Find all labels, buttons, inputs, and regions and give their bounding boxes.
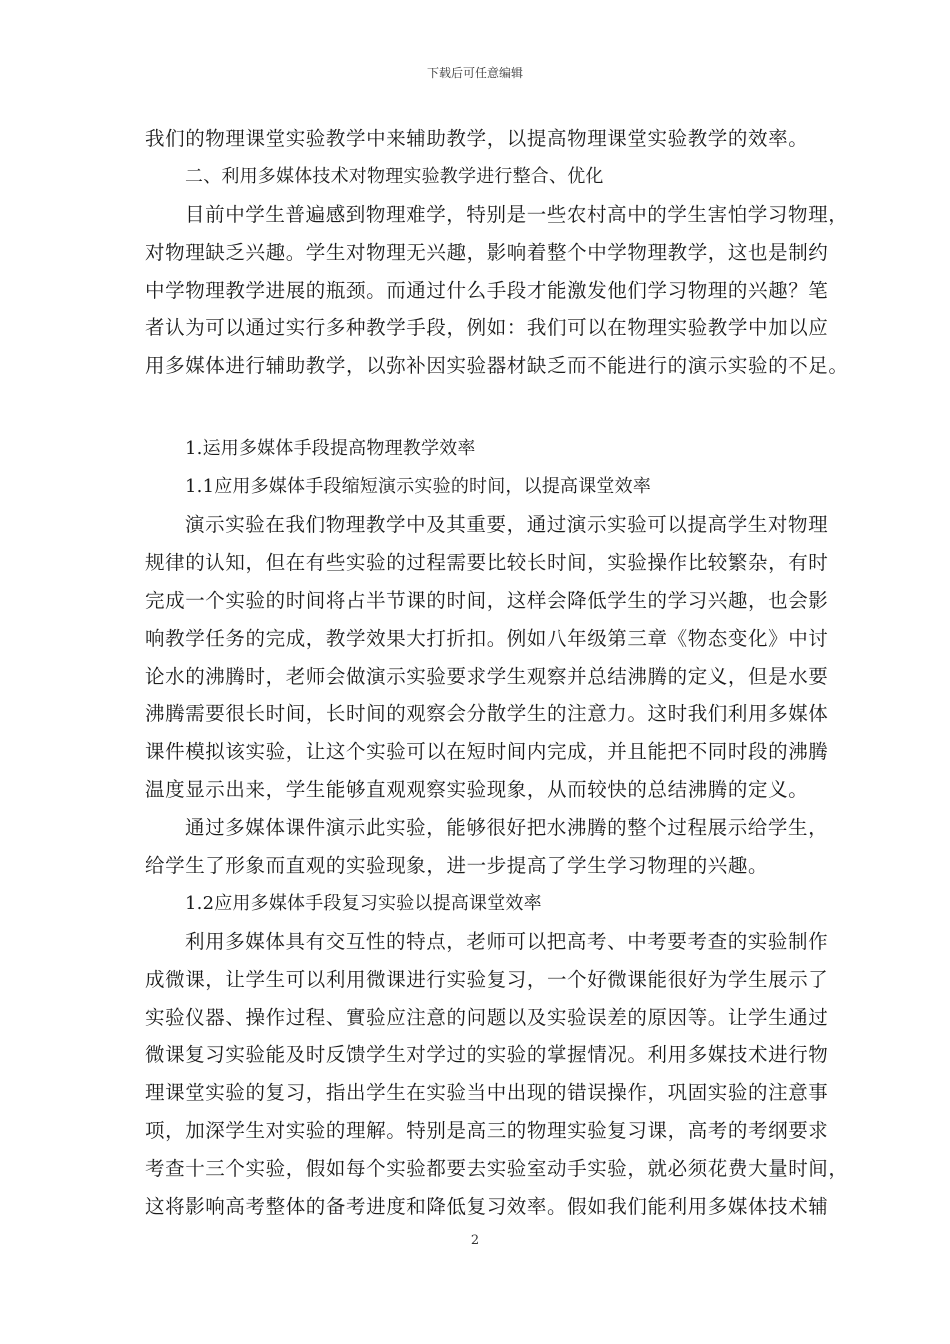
text-line: 用多媒体进行辅助教学，以弥补因实验器材缺乏而不能进行的演示实验的不足。 [145,354,849,378]
text-line: 项，加深学生对实验的理解。特别是高三的物理实验复习课，高考的考纲要求 [145,1119,829,1143]
text-line: 对物理缺乏兴趣。学生对物理无兴趣，影响着整个中学物理教学，这也是制约 [145,240,829,264]
text-line: 理课堂实验的复习，指出学生在实验当中出现的错误操作，巩固实验的注意事 [145,1081,829,1105]
text-line: 完成一个实验的时间将占半节课的时间，这样会降低学生的学习兴趣，也会影 [145,588,829,612]
text-line: 课件模拟该实验，让这个实验可以在短时间内完成，并且能把不同时段的沸腾 [145,740,829,764]
subsection-heading: 1.运用多媒体手段提高物理教学效率 [185,438,476,460]
subsection-heading: 1.2应用多媒体手段复习实验以提高课堂效率 [185,892,542,914]
text-line: 者认为可以通过实行多种教学手段，例如：我们可以在物理实验教学中加以应 [145,316,829,340]
document-body [145,120,849,1226]
text-line: 给学生了形象而直观的实验现象，进一步提高了学生学习物理的兴趣。 [145,854,769,878]
text-line: 这将影响高考整体的备考进度和降低复习效率。假如我们能利用多媒体技术辅 [145,1195,829,1219]
text-line: 温度显示出来，学生能够直观观察实验现象，从而较快的总结沸腾的定义。 [145,778,809,802]
text-line: 沸腾需要很长时间，长时间的观察会分散学生的注意力。这时我们利用多媒体 [145,702,829,726]
text-line: 论水的沸腾时，老师会做演示实验要求学生观察并总结沸腾的定义，但是水要 [145,664,829,688]
text-line: 考查十三个实验，假如每个实验都要去实验室动手实验，就必须花费大量时间， [145,1157,849,1181]
text-line: 实验仪器、操作过程、實验应注意的问题以及实验误差的原因等。让学生通过 [145,1005,829,1029]
paragraph-start: 利用多媒体具有交互性的特点，老师可以把高考、中考要考查的实验制作 [185,929,829,953]
text-line: 中学物理教学进展的瓶颈。而通过什么手段才能激发他们学习物理的兴趣？笔 [145,278,829,302]
text-line: 我们的物理课堂实验教学中来辅助教学，以提高物理课堂实验教学的效率。 [145,127,809,150]
section-heading: 二、利用多媒体技术对物理实验教学进行整合、优化 [185,165,604,187]
text-line: 微课复习实验能及时反馈学生对学过的实验的掌握情况。利用多媒技术进行物 [145,1043,829,1067]
text-line: 响教学任务的完成，教学效果大打折扣。例如八年级第三章《物态变化》中讨 [145,626,829,650]
paragraph-gap [145,385,825,430]
page-header: 下载后可任意编辑 [426,66,523,80]
paragraph-start: 通过多媒体课件演示此实验，能够很好把水沸腾的整个过程展示给学生， [185,816,829,840]
paragraph-start: 目前中学生普遍感到物理难学，特别是一些农村高中的学生害怕学习物理， [185,202,849,226]
subsection-heading: 1.1应用多媒体手段缩短演示实验的时间，以提高课堂效率 [185,476,652,498]
text-line: 规律的认知，但在有些实验的过程需要比较长时间，实验操作比较繁杂，有时 [145,550,829,574]
paragraph-start: 演示实验在我们物理教学中及其重要，通过演示实验可以提高学生对物理 [185,513,829,537]
text-line: 成微课，让学生可以利用微课进行实验复习，一个好微课能很好为学生展示了 [145,967,829,991]
page-number: 2 [470,1233,480,1248]
